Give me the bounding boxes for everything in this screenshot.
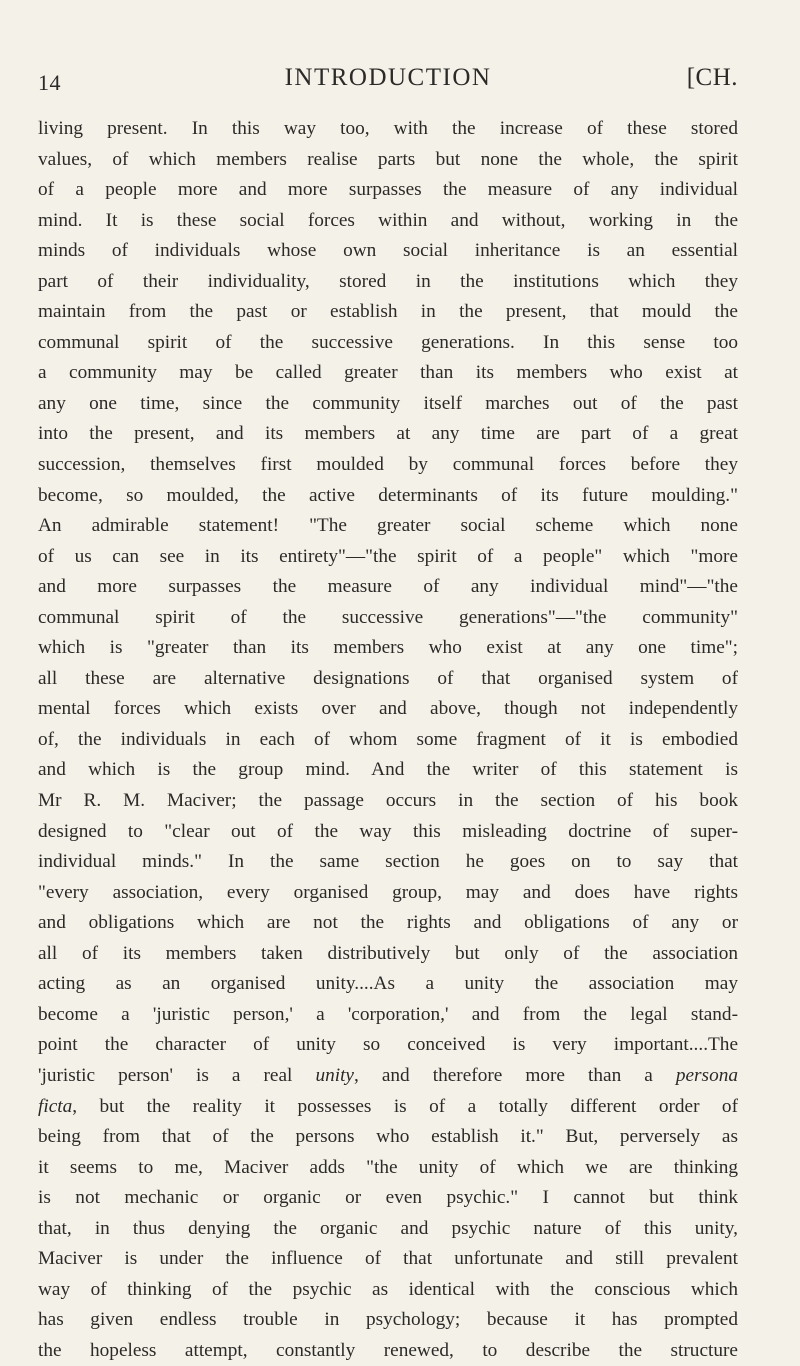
text-line: and more surpasses the measure of any individual mind"—"the: [38, 576, 738, 598]
chapter-marker: [CH.: [686, 64, 738, 91]
text-line: is not mechanic or organic or even psychic." I cannot but think: [38, 1187, 738, 1209]
text-line: acting as an organised unity....As a unity the association may: [38, 973, 738, 995]
text-line: Mr R. M. Maciver; the passage occurs in the section of his book: [38, 790, 738, 812]
text-line: become a 'juristic person,' a 'corporation,' and from the legal stand-: [38, 1003, 738, 1025]
text-line: it seems to me, Maciver adds "the unity of which we are thinking: [38, 1156, 738, 1178]
body-text: [38, 114, 738, 1366]
text-line: which is "greater than its members who exist at any one time";: [38, 637, 738, 659]
text-line: mind. It is these social forces within and without, working in the: [38, 209, 738, 231]
page-number: 14: [38, 70, 61, 95]
text-line: minds of individuals whose own social inheritance is an essential: [38, 240, 738, 262]
text-line: part of their individuality, stored in the institutions which they: [38, 270, 738, 292]
text-line: maintain from the past or establish in the present, that mould the: [38, 301, 738, 323]
text-line: of us can see in its entirety"—"the spirit of a people" which "more: [38, 545, 738, 567]
text-line: and obligations which are not the rights and obligations of any or: [38, 912, 738, 934]
text-line: that, in thus denying the organic and psychic nature of this unity,: [38, 1217, 738, 1239]
text-line: individual minds." In the same section he goes on to say that: [38, 851, 738, 873]
text-line: mental forces which exists over and above, though not independently: [38, 698, 738, 720]
text-line: An admirable statement! "The greater social scheme which none: [38, 515, 738, 537]
text-line: all these are alternative designations of that organised system of: [38, 667, 738, 689]
text-line: designed to "clear out of the way this misleading doctrine of super-: [38, 820, 738, 842]
text-line: "every association, every organised group, may and does have rights: [38, 881, 738, 903]
text-line: living present. In this way too, with the increase of these stored: [38, 118, 738, 139]
text-line: into the present, and its members at any time are part of a great: [38, 423, 738, 445]
text-line: ficta, but the reality it possesses is of a totally different order of: [38, 1095, 738, 1117]
text-line: all of its members taken distributively but only of the association: [38, 942, 738, 964]
text-line: way of thinking of the psychic as identical with the conscious which: [38, 1278, 738, 1300]
text-line: point the character of unity so conceived is very important....The: [38, 1034, 738, 1056]
text-line: any one time, since the community itself marches out of the past: [38, 392, 738, 414]
text-line: has given endless trouble in psychology; because it has prompted: [38, 1309, 738, 1331]
text-line: 'juristic person' is a real unity, and therefore more than a persona: [38, 1064, 738, 1086]
text-line: become, so moulded, the active determinants of its future moulding.": [38, 484, 738, 506]
text-line: Maciver is under the influence of that unfortunate and still prevalent: [38, 1248, 738, 1270]
text-line: of, the individuals in each of whom some fragment of it is embodied: [38, 728, 738, 750]
running-head: [38, 62, 738, 102]
text-line: a community may be called greater than its members who exist at: [38, 362, 738, 384]
text-line: of a people more and more surpasses the measure of any individual: [38, 179, 738, 201]
text-line: and which is the group mind. And the writer of this statement is: [38, 759, 738, 781]
text-line: communal spirit of the successive generations"—"the community": [38, 606, 738, 628]
page-title: INTRODUCTION: [284, 64, 492, 91]
text-line: communal spirit of the successive generations. In this sense too: [38, 331, 738, 353]
text-line: being from that of the persons who establish it." But, perversely as: [38, 1126, 738, 1148]
text-line: succession, themselves first moulded by communal forces before they: [38, 454, 738, 476]
text-line: values, of which members realise parts but none the whole, the spirit: [38, 148, 738, 170]
text-line: the hopeless attempt, constantly renewed, to describe the structure: [38, 1339, 738, 1361]
